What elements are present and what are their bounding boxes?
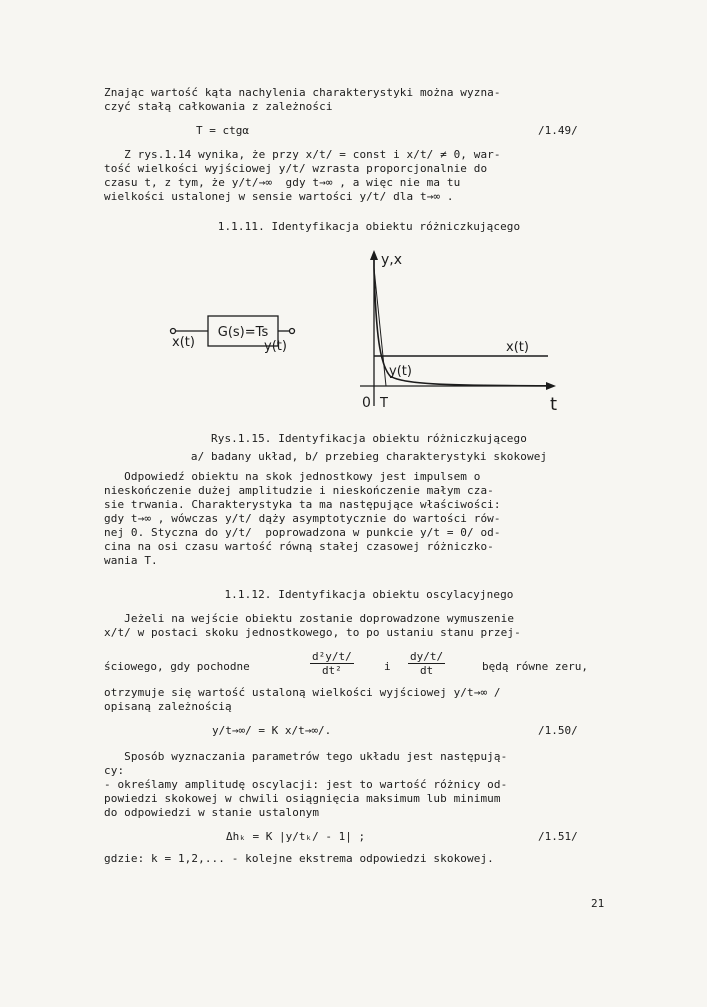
para2-line-1: Z rys.1.14 wynika, że przy x/t/ = const i x/t/ ≠ 0, war- — [104, 148, 501, 161]
eq-1-50-formula: y/t→∞/ = K x/t→∞/. — [212, 724, 332, 737]
para3-line-7: wania T. — [104, 554, 158, 567]
page-number: 21 — [591, 897, 605, 910]
section-heading-1-1-11: 1.1.11. Identyfikacja obiektu różniczkującego — [217, 220, 521, 233]
para4-line-3-start: ściowego, gdy pochodne — [104, 660, 250, 673]
para3-line-3: sie trwania. Charakterystyka ta ma następujące właściwości: — [104, 498, 501, 511]
output-terminal — [290, 329, 295, 334]
fraction-second-derivative — [310, 650, 354, 677]
para4-line-5: opisaną zależnością — [104, 700, 232, 713]
curve-x-label: x(t) — [506, 340, 529, 355]
fraction-first-derivative — [408, 650, 445, 677]
block-label: G(s)=Ts — [217, 325, 269, 340]
input-terminal — [171, 329, 176, 334]
tangent-line — [374, 268, 386, 386]
output-label: y(t) — [264, 339, 287, 354]
fraction-2-denominator: dt — [419, 664, 434, 677]
para3-line-2: nieskończenie dużej amplitudzie i nieskończenie małym cza- — [104, 484, 494, 497]
para3-line-4: gdy t→∞ , wówczas y/t/ dąży asymptotycznie do wartości rów- — [104, 512, 501, 525]
fraction-1-denominator: dt² — [321, 664, 342, 677]
para6-line: gdzie: k = 1,2,... - kolejne ekstrema odpowiedzi skokowej. — [104, 852, 494, 865]
para4-line-3-end: będą równe zeru, — [482, 660, 588, 673]
para2-line-4: wielkości ustalonej w sensie wartości y/t/ dla t→∞ . — [104, 190, 454, 203]
para5-line-4: powiedzi skokowej w chwili osiągnięcia maksimum lub minimum — [104, 792, 501, 805]
para4-line-1: Jeżeli na wejście obiektu zostanie doprowadzone wymuszenie — [104, 612, 515, 625]
para1-line-1: Znając wartość kąta nachylenia charakterystyki można wyzna- — [104, 86, 501, 99]
x-axis-arrowhead — [546, 382, 556, 390]
para3-line-5: nej 0. Styczna do y/t/ poprowadzona w punkcie y/t = 0/ od- — [104, 526, 501, 539]
eq-1-51-number: /1.51/ — [538, 830, 578, 843]
eq-1-49-number: /1.49/ — [538, 124, 578, 137]
fraction-2-numerator: dy/t/ — [410, 650, 444, 663]
para4-line-2: x/t/ w postaci skoku jednostkowego, to po ustaniu stanu przej- — [104, 626, 521, 639]
para5-line-3: - określamy amplitudę oscylacji: jest to wartość różnicy od- — [104, 778, 508, 791]
conjunction: i — [384, 660, 391, 673]
fraction-1-numerator: d²y/t/ — [312, 650, 352, 663]
origin-label: 0 — [362, 395, 371, 411]
y-axis-arrowhead — [370, 250, 378, 260]
figure-caption-line-1: Rys.1.15. Identyfikacja obiektu różniczkującego — [211, 432, 527, 445]
eq-1-51-formula: Δhₖ = K |y/tₖ/ - 1| ; — [226, 830, 366, 843]
tick-T-label: T — [380, 396, 388, 411]
para5-line-2: cy: — [104, 764, 125, 777]
para5-line-1: Sposób wyznaczania parametrów tego układu jest następują- — [104, 750, 508, 763]
figure-differentiating-object — [160, 246, 560, 422]
eq-1-49-formula: T = ctgα — [196, 124, 249, 137]
para4-line-4: otrzymuje się wartość ustaloną wielkości wyjściowej y/t→∞ / — [104, 686, 501, 699]
input-label: x(t) — [172, 335, 195, 350]
x-axis-label: t — [550, 394, 558, 415]
para3-line-1: Odpowiedź obiektu na skok jednostkowy jest impulsem o — [104, 470, 481, 483]
curve-y-label: y(t) — [389, 364, 412, 379]
para3-line-6: cina na osi czasu wartość równą stałej czasowej różniczko- — [104, 540, 494, 553]
para2-line-3: czasu t, z tym, że y/t/→∞ gdy t→∞ , a więc nie ma tu — [104, 176, 461, 189]
figure-caption-line-2: a/ badany układ, b/ przebieg charakterystyki skokowej — [190, 450, 548, 463]
para1-line-2: czyć stałą całkowania z zależności — [104, 100, 333, 113]
para2-line-2: tość wielkości wyjściowej y/t/ wzrasta proporcjonalnie do — [104, 162, 488, 175]
section-heading-1-1-12: 1.1.12. Identyfikacja obiektu oscylacyjnego — [224, 588, 514, 601]
para5-line-5: do odpowiedzi w stanie ustalonym — [104, 806, 320, 819]
y-axis-label: y,x — [381, 252, 403, 268]
eq-1-50-number: /1.50/ — [538, 724, 578, 737]
